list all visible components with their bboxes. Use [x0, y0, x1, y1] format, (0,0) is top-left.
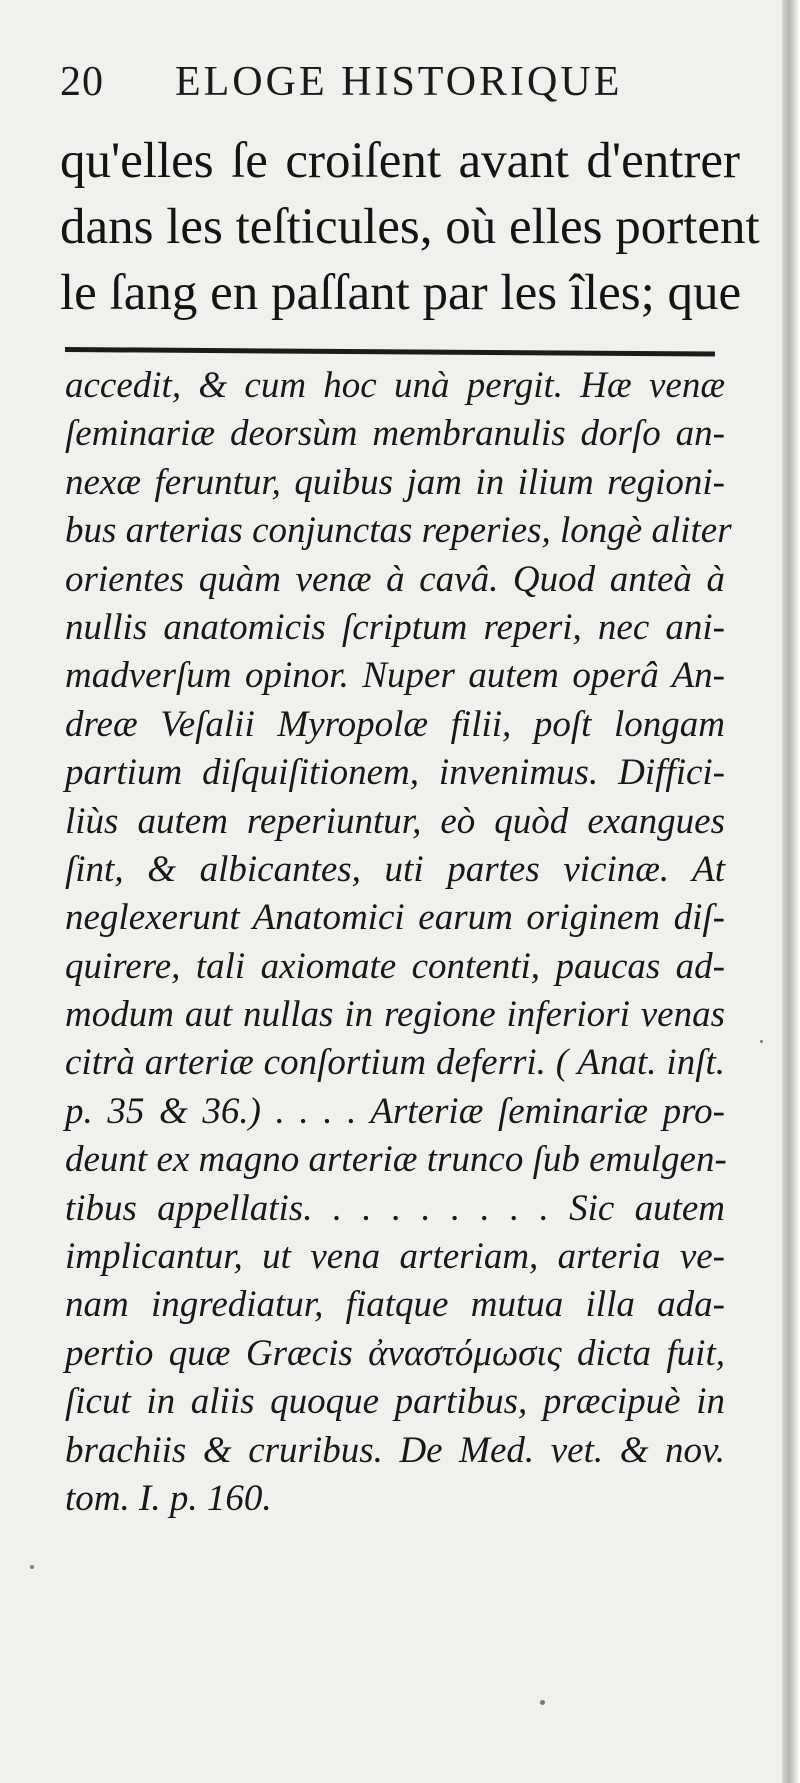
footnote — [65, 362, 732, 1523]
print-speck — [30, 1565, 34, 1569]
footnote-line: tibus appellatis. . . . . . . . . Sic autem — [65, 1187, 725, 1229]
footnote-line: dreæ Veſalii Myropolæ filii, poſt longam — [65, 703, 725, 745]
footnote-line: p. 35 & 36.) . . . . Arteriæ ſeminariæ pro- — [65, 1090, 725, 1132]
footnote-separator-rule — [65, 347, 715, 357]
main-text — [60, 128, 760, 326]
footnote-line: liùs autem reperiuntur, eò quòd exangues — [65, 800, 725, 842]
footnote-line: ſint, & albicantes, uti partes vicinæ. At — [65, 848, 725, 890]
footnote-line: implicantur, ut vena arteriam, arteria ve- — [65, 1236, 725, 1278]
footnote-line: orientes quàm venæ à cavâ. Quod anteà à — [65, 558, 725, 600]
footnote-line: nullis anatomicis ſcriptum reperi, nec ani- — [65, 606, 725, 648]
page-edge-shadow — [782, 0, 800, 1783]
footnote-line: nexæ feruntur, quibus jam in ilium regioni- — [65, 461, 725, 503]
page-number: 20 — [60, 59, 104, 105]
footnote-line: nam ingrediatur, fiatque mutua illa ada- — [65, 1284, 725, 1326]
footnote-line: accedit, & cum hoc unà pergit. Hæ venæ — [65, 365, 725, 406]
footnote-line: deunt ex magno arteriæ trunco ſub emulgen- — [65, 1139, 727, 1181]
print-speck — [760, 1040, 763, 1043]
main-text-line: le ſang en paſſant par les îles; que — [60, 265, 742, 321]
footnote-line: citrà arteriæ conſortium deferri. ( Anat. inſt. — [65, 1042, 725, 1084]
footnote-line: pertio quæ Græcis ἀναστόμωσις dicta fuit, — [65, 1332, 725, 1374]
footnote-line: quirere, tali axiomate contenti, paucas ad- — [65, 945, 725, 987]
footnote-line: ſeminariæ deorsùm membranulis dorſo an- — [65, 413, 725, 455]
footnote-line: neglexerunt Anatomici earum originem diſ- — [65, 897, 725, 939]
main-text-line: qu'elles ſe croiſent avant d'entrer — [60, 133, 740, 189]
main-text-line: dans les teſticules, où elles portent — [60, 199, 760, 255]
page-header — [60, 58, 740, 118]
footnote-line: ſicut in aliis quoque partibus, præcipuè in — [65, 1381, 725, 1423]
footnote-line: madverſum opinor. Nuper autem operâ An- — [65, 655, 725, 697]
footnote-line: brachiis & cruribus. De Med. vet. & nov. — [65, 1429, 725, 1471]
footnote-line: tom. I. p. 160. — [65, 1477, 272, 1519]
footnote-line: bus arterias conjunctas reperies, longè aliter — [65, 510, 732, 552]
running-head: ELOGE HISTORIQUE — [175, 59, 623, 105]
print-speck — [540, 1700, 545, 1705]
footnote-line: modum aut nullas in regione inferiori venas — [65, 994, 725, 1036]
footnote-line: partium diſquiſitionem, invenimus. Diffici- — [65, 752, 725, 794]
